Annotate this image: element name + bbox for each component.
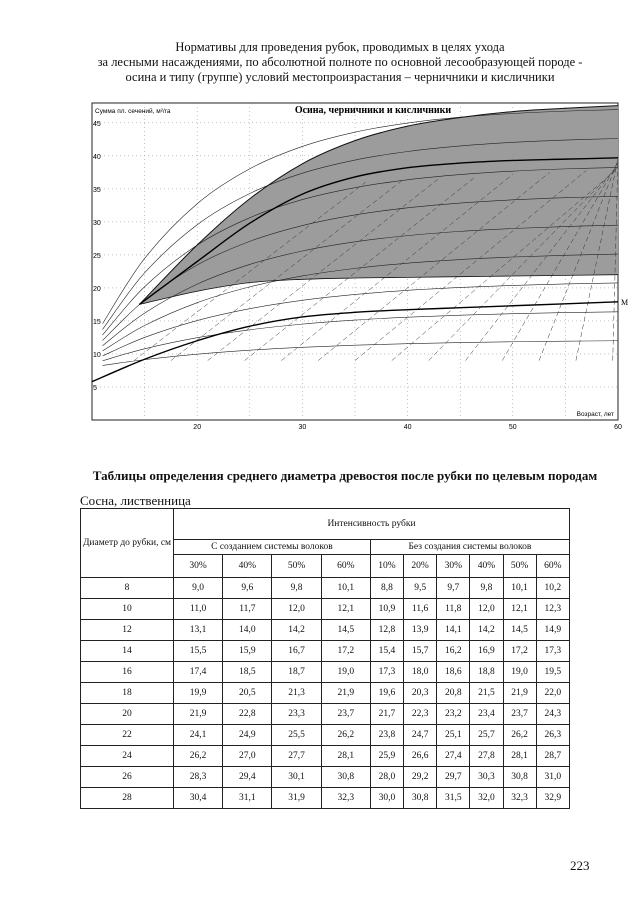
diameter-cell: 12 — [81, 620, 174, 641]
y-tick-label: 5 — [93, 384, 97, 392]
value-cell: 25,9 — [370, 746, 403, 767]
value-cell: 15,5 — [174, 641, 223, 662]
stocking-band-fill — [139, 106, 618, 305]
value-cell: 12,1 — [503, 599, 536, 620]
family-curve — [103, 341, 618, 366]
value-cell: 27,4 — [437, 746, 470, 767]
value-cell: 32,3 — [503, 788, 536, 809]
table-row — [81, 599, 570, 620]
table-body — [81, 578, 570, 809]
value-cell: 25,5 — [272, 725, 321, 746]
x-axis-label: Возраст, лет — [576, 411, 614, 418]
value-cell: 18,5 — [223, 662, 272, 683]
value-cell: 30,0 — [370, 788, 403, 809]
value-cell: 20,3 — [404, 683, 437, 704]
percent-header: 40% — [223, 555, 272, 578]
value-cell: 8,8 — [370, 578, 403, 599]
value-cell: 14,2 — [470, 620, 503, 641]
percent-header: 50% — [503, 555, 536, 578]
value-cell: 30,3 — [470, 767, 503, 788]
value-cell: 19,6 — [370, 683, 403, 704]
value-cell: 26,2 — [174, 746, 223, 767]
section-title: Таблицы определения среднего диаметра древостоя после рубки по целевым породам — [92, 468, 598, 483]
value-cell: 22,8 — [223, 704, 272, 725]
value-cell: 29,7 — [437, 767, 470, 788]
value-cell: 28,0 — [370, 767, 403, 788]
value-cell: 28,1 — [321, 746, 370, 767]
value-cell: 32,3 — [321, 788, 370, 809]
value-cell: 30,1 — [272, 767, 321, 788]
title-line-3: осина и типу (группе) условий местопроизрастания – черничники и кисличники — [125, 70, 555, 84]
value-cell: 16,2 — [437, 641, 470, 662]
table-row — [81, 704, 570, 725]
value-cell: 28,3 — [174, 767, 223, 788]
value-cell: 13,9 — [404, 620, 437, 641]
value-cell: 12,3 — [536, 599, 569, 620]
chart-title: Осина, черничники и кисличники — [294, 105, 452, 116]
diameter-cell: 28 — [81, 788, 174, 809]
y-axis-label: Сумма пл. сечений, м²/га — [95, 108, 171, 115]
value-cell: 27,0 — [223, 746, 272, 767]
diameter-cell: 10 — [81, 599, 174, 620]
percent-header: 60% — [321, 555, 370, 578]
value-cell: 21,9 — [503, 683, 536, 704]
value-cell: 11,7 — [223, 599, 272, 620]
table-row — [81, 578, 570, 599]
value-cell: 31,5 — [437, 788, 470, 809]
value-cell: 21,7 — [370, 704, 403, 725]
value-cell: 20,8 — [437, 683, 470, 704]
value-cell: 17,2 — [503, 641, 536, 662]
value-cell: 31,0 — [536, 767, 569, 788]
basal-area-chart — [78, 95, 628, 435]
value-cell: 17,4 — [174, 662, 223, 683]
value-cell: 15,4 — [370, 641, 403, 662]
percent-header: 60% — [536, 555, 569, 578]
value-cell: 17,2 — [321, 641, 370, 662]
diameter-cell: 26 — [81, 767, 174, 788]
value-cell: 12,0 — [470, 599, 503, 620]
diameter-cell: 20 — [81, 704, 174, 725]
value-cell: 21,9 — [321, 683, 370, 704]
value-cell: 12,0 — [272, 599, 321, 620]
table-row — [81, 620, 570, 641]
value-cell: 21,9 — [174, 704, 223, 725]
value-cell: 14,5 — [321, 620, 370, 641]
value-cell: 17,3 — [370, 662, 403, 683]
value-cell: 9,7 — [437, 578, 470, 599]
percent-header: 10% — [370, 555, 403, 578]
series-label: M — [621, 297, 628, 307]
y-tick-label: 45 — [93, 120, 101, 128]
table-row — [81, 767, 570, 788]
percent-header: 50% — [272, 555, 321, 578]
percent-header: 30% — [174, 555, 223, 578]
without-skidding-header: Без создания системы волоков — [370, 540, 569, 555]
value-cell: 27,8 — [470, 746, 503, 767]
value-cell: 14,1 — [437, 620, 470, 641]
y-tick-label: 30 — [93, 219, 101, 227]
page-number: 223 — [570, 858, 590, 873]
value-cell: 23,3 — [272, 704, 321, 725]
value-cell: 23,7 — [503, 704, 536, 725]
value-cell: 24,9 — [223, 725, 272, 746]
diameter-cell: 18 — [81, 683, 174, 704]
value-cell: 19,9 — [174, 683, 223, 704]
value-cell: 26,2 — [321, 725, 370, 746]
value-cell: 17,3 — [536, 641, 569, 662]
diameter-cell: 16 — [81, 662, 174, 683]
species-label: Сосна, лиственница — [80, 493, 191, 508]
value-cell: 12,1 — [321, 599, 370, 620]
value-cell: 14,0 — [223, 620, 272, 641]
value-cell: 9,5 — [404, 578, 437, 599]
value-cell: 11,6 — [404, 599, 437, 620]
value-cell: 22,3 — [404, 704, 437, 725]
title-line-1: Нормативы для проведения рубок, проводимых в целях ухода — [175, 40, 505, 54]
y-tick-label: 35 — [93, 186, 101, 194]
percent-header: 20% — [404, 555, 437, 578]
value-cell: 32,9 — [536, 788, 569, 809]
table-row — [81, 683, 570, 704]
value-cell: 14,2 — [272, 620, 321, 641]
value-cell: 31,9 — [272, 788, 321, 809]
percent-header: 30% — [437, 555, 470, 578]
with-skidding-header: С созданием системы волоков — [174, 540, 371, 555]
x-tick-label: 20 — [193, 424, 202, 431]
value-cell: 25,1 — [437, 725, 470, 746]
diameter-header: Диаметр до рубки, см — [81, 509, 174, 578]
value-cell: 9,8 — [272, 578, 321, 599]
value-cell: 18,7 — [272, 662, 321, 683]
value-cell: 21,3 — [272, 683, 321, 704]
y-tick-label: 25 — [93, 252, 101, 260]
chart-container — [78, 95, 628, 435]
value-cell: 23,4 — [470, 704, 503, 725]
value-cell: 24,3 — [536, 704, 569, 725]
document-title — [60, 40, 620, 85]
x-tick-label: 30 — [298, 424, 307, 431]
value-cell: 10,1 — [321, 578, 370, 599]
value-cell: 23,7 — [321, 704, 370, 725]
x-tick-label: 50 — [508, 424, 517, 431]
value-cell: 18,0 — [404, 662, 437, 683]
value-cell: 29,2 — [404, 767, 437, 788]
value-cell: 26,6 — [404, 746, 437, 767]
x-tick-label: 40 — [403, 424, 412, 431]
intensity-header: Интенсивность рубки — [174, 509, 570, 540]
percent-header: 40% — [470, 555, 503, 578]
value-cell: 24,7 — [404, 725, 437, 746]
value-cell: 10,2 — [536, 578, 569, 599]
value-cell: 19,5 — [536, 662, 569, 683]
value-cell: 30,8 — [404, 788, 437, 809]
value-cell: 15,7 — [404, 641, 437, 662]
value-cell: 28,7 — [536, 746, 569, 767]
y-tick-label: 15 — [93, 318, 101, 326]
value-cell: 21,5 — [470, 683, 503, 704]
diameter-cell: 24 — [81, 746, 174, 767]
table-row — [81, 788, 570, 809]
value-cell: 11,0 — [174, 599, 223, 620]
value-cell: 16,9 — [470, 641, 503, 662]
value-cell: 30,4 — [174, 788, 223, 809]
table-row — [81, 746, 570, 767]
x-tick-label: 60 — [614, 424, 622, 431]
diameter-table — [80, 508, 570, 809]
title-line-2: за лесными насаждениями, по абсолютной полноте по основной лесообразующей породе - — [97, 55, 583, 69]
value-cell: 26,3 — [536, 725, 569, 746]
value-cell: 23,8 — [370, 725, 403, 746]
value-cell: 31,1 — [223, 788, 272, 809]
diameter-cell: 14 — [81, 641, 174, 662]
value-cell: 20,5 — [223, 683, 272, 704]
y-tick-label: 10 — [93, 351, 101, 359]
value-cell: 30,8 — [503, 767, 536, 788]
value-cell: 9,8 — [470, 578, 503, 599]
value-cell: 12,8 — [370, 620, 403, 641]
value-cell: 18,6 — [437, 662, 470, 683]
diameter-cell: 8 — [81, 578, 174, 599]
value-cell: 15,9 — [223, 641, 272, 662]
value-cell: 32,0 — [470, 788, 503, 809]
value-cell: 16,7 — [272, 641, 321, 662]
value-cell: 24,1 — [174, 725, 223, 746]
value-cell: 27,7 — [272, 746, 321, 767]
value-cell: 23,2 — [437, 704, 470, 725]
value-cell: 19,0 — [321, 662, 370, 683]
diameter-cell: 22 — [81, 725, 174, 746]
value-cell: 26,2 — [503, 725, 536, 746]
value-cell: 25,7 — [470, 725, 503, 746]
table-row — [81, 662, 570, 683]
value-cell: 18,8 — [470, 662, 503, 683]
y-tick-label: 20 — [93, 285, 101, 293]
value-cell: 29,4 — [223, 767, 272, 788]
value-cell: 30,8 — [321, 767, 370, 788]
table-row — [81, 641, 570, 662]
value-cell: 11,8 — [437, 599, 470, 620]
table-row — [81, 725, 570, 746]
value-cell: 10,1 — [503, 578, 536, 599]
value-cell: 14,9 — [536, 620, 569, 641]
y-tick-label: 40 — [93, 153, 101, 161]
value-cell: 14,5 — [503, 620, 536, 641]
value-cell: 19,0 — [503, 662, 536, 683]
value-cell: 13,1 — [174, 620, 223, 641]
value-cell: 9,6 — [223, 578, 272, 599]
value-cell: 10,9 — [370, 599, 403, 620]
value-cell: 22,0 — [536, 683, 569, 704]
value-cell: 28,1 — [503, 746, 536, 767]
value-cell: 9,0 — [174, 578, 223, 599]
